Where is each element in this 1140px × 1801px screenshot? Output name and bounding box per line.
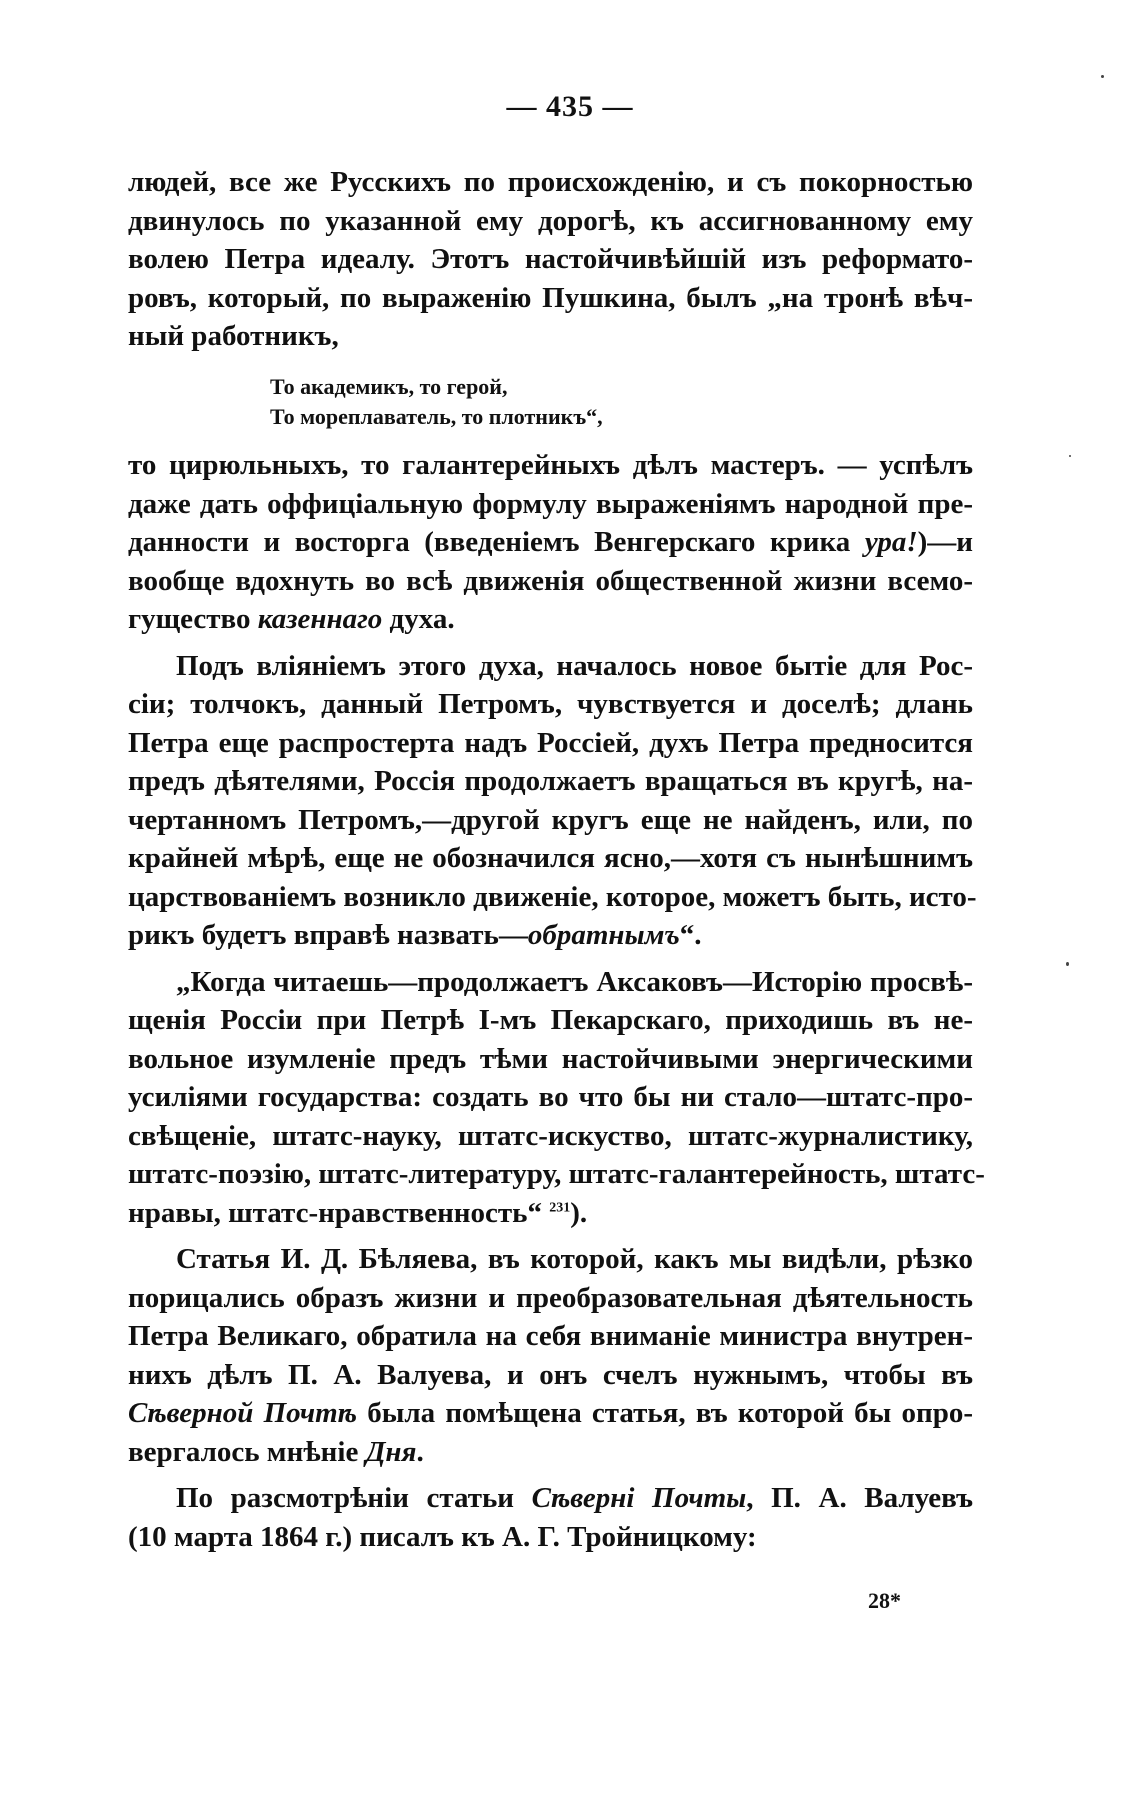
text-line: порицались образъ жизни и преобразовательная дѣятельность	[128, 1281, 973, 1314]
text-line: людей, все же Русскихъ по происхожденію, и съ покорностью	[128, 166, 973, 198]
text-line: усиліями государства: создать во что бы ни стало—штатс-про-	[128, 1081, 973, 1113]
text-line: волею Петра идеалу. Этотъ настойчивѣйшій изъ реформато-	[128, 243, 973, 275]
text-fragment: “.	[679, 919, 702, 951]
text-line: Подъ вліяніемъ этого духа, началось новое бытіе для Рос-	[176, 649, 973, 682]
italic-word: казеннаго	[257, 603, 383, 635]
paragraph	[128, 1479, 973, 1556]
signature-mark: 28*	[868, 1588, 901, 1613]
verse-quote	[270, 372, 603, 432]
text-line	[128, 1194, 973, 1233]
text-line	[128, 1479, 973, 1518]
text-line: нихъ дѣлъ П. А. Валуева, и онъ счелъ нужнымъ, чтобы въ	[128, 1358, 973, 1391]
text-line	[128, 1394, 973, 1433]
text-line: штатс-поэзію, штатс-литературу, штатс-галантерейность, штатс-	[128, 1158, 985, 1190]
verse-line: То мореплаватель, то плотникъ“,	[270, 404, 603, 429]
text-line: „Когда читаешь—продолжаетъ Аксаковъ—Исторію просвѣ-	[176, 965, 973, 998]
italic-word: обратнымъ	[527, 919, 680, 951]
text-line	[128, 523, 973, 562]
text-line: даже дать оффиціальную формулу выраженіямъ народной пре-	[128, 487, 973, 520]
text-line	[128, 600, 973, 639]
text-line: вольное изумленіе предъ тѣми настойчивыми энергическими	[128, 1042, 973, 1075]
text-line: ровъ, который, по выраженію Пушкина, былъ „на тронѣ вѣч-	[128, 281, 973, 314]
text-line: двинулось по указанной ему дорогѣ, къ ассигнованному ему	[128, 204, 973, 237]
page-number: — 435 —	[506, 90, 634, 123]
italic-word: ура!	[864, 526, 918, 558]
text-fragment: По разсмотрѣніи статьи	[176, 1482, 515, 1514]
text-line: Петра еще распростерта надъ Россіей, духъ Петра предносится	[128, 726, 973, 759]
text-fragment: ).	[570, 1196, 588, 1229]
scan-speck	[1069, 455, 1071, 457]
text-fragment: , П. А. Валуевъ	[746, 1482, 973, 1514]
paragraph	[128, 963, 985, 1233]
paragraph	[128, 1240, 973, 1471]
text-line: вообще вдохнуть во всѣ движенія общественной жизни всемо-	[128, 564, 973, 597]
text-block-main	[128, 446, 985, 1564]
text-fragment: данности и восторга (введеніемъ Венгерскаго крика	[128, 526, 851, 558]
text-fragment: гущество	[128, 603, 251, 635]
text-line	[128, 1433, 973, 1472]
text-line: щенія Россіи при Петрѣ І-мъ Пекарскаго, приходишь въ не-	[128, 1004, 973, 1036]
text-line: царствованіемъ возникло движеніе, которое, можетъ быть, исто-	[128, 880, 977, 913]
text-line: Петра Великаго, обратила на себя вниманіе министра внутрен-	[128, 1320, 973, 1352]
verse-line: То академикъ, то герой,	[270, 374, 508, 399]
text-line: свѣщеніе, штатс-науку, штатс-искуство, штатс-журналистику,	[128, 1119, 973, 1152]
text-line: то цирюльныхъ, то галантерейныхъ дѣлъ мастеръ. — успѣлъ	[128, 449, 973, 481]
text-line: предъ дѣятелями, Россія продолжаетъ вращаться въ кругѣ, на-	[128, 765, 973, 797]
italic-title: Сѣверні Почты	[531, 1482, 747, 1514]
text-fragment: .	[416, 1435, 424, 1468]
italic-title: Сѣверной Почтѣ	[128, 1397, 358, 1429]
italic-title: Дня	[365, 1435, 417, 1468]
text-line	[128, 916, 973, 955]
text-line: крайней мѣрѣ, еще не обозначился ясно,—хотя съ нынѣшнимъ	[128, 842, 973, 874]
paragraph	[128, 446, 973, 639]
text-line: сіи; толчокъ, данный Петромъ, чувствуется и доселѣ; длань	[128, 688, 973, 720]
text-line: (10 марта 1864 г.) писалъ къ А. Г. Тройницкому:	[128, 1520, 757, 1553]
scan-speck	[1066, 962, 1069, 966]
text-block-top	[128, 163, 973, 356]
text-fragment: )—и	[917, 526, 974, 558]
text-fragment: рикъ будетъ вправѣ назвать—	[128, 919, 528, 951]
paragraph	[128, 647, 977, 955]
text-line: чертанномъ Петромъ,—другой кругъ еще не найденъ, или, по	[128, 803, 973, 836]
text-fragment: была помѣщена статья, въ которой бы опро-	[367, 1397, 974, 1429]
text-line: ный работникъ,	[128, 320, 339, 352]
scan-speck	[1101, 75, 1104, 78]
text-fragment: нравы, штатс-нравственность“	[128, 1196, 542, 1229]
footnote-ref: 231	[549, 1199, 571, 1215]
text-fragment: духа.	[389, 603, 455, 635]
text-fragment: вергалось мнѣніе	[128, 1435, 359, 1468]
text-line: Статья И. Д. Бѣляева, въ которой, какъ мы видѣли, рѣзко	[176, 1243, 973, 1275]
